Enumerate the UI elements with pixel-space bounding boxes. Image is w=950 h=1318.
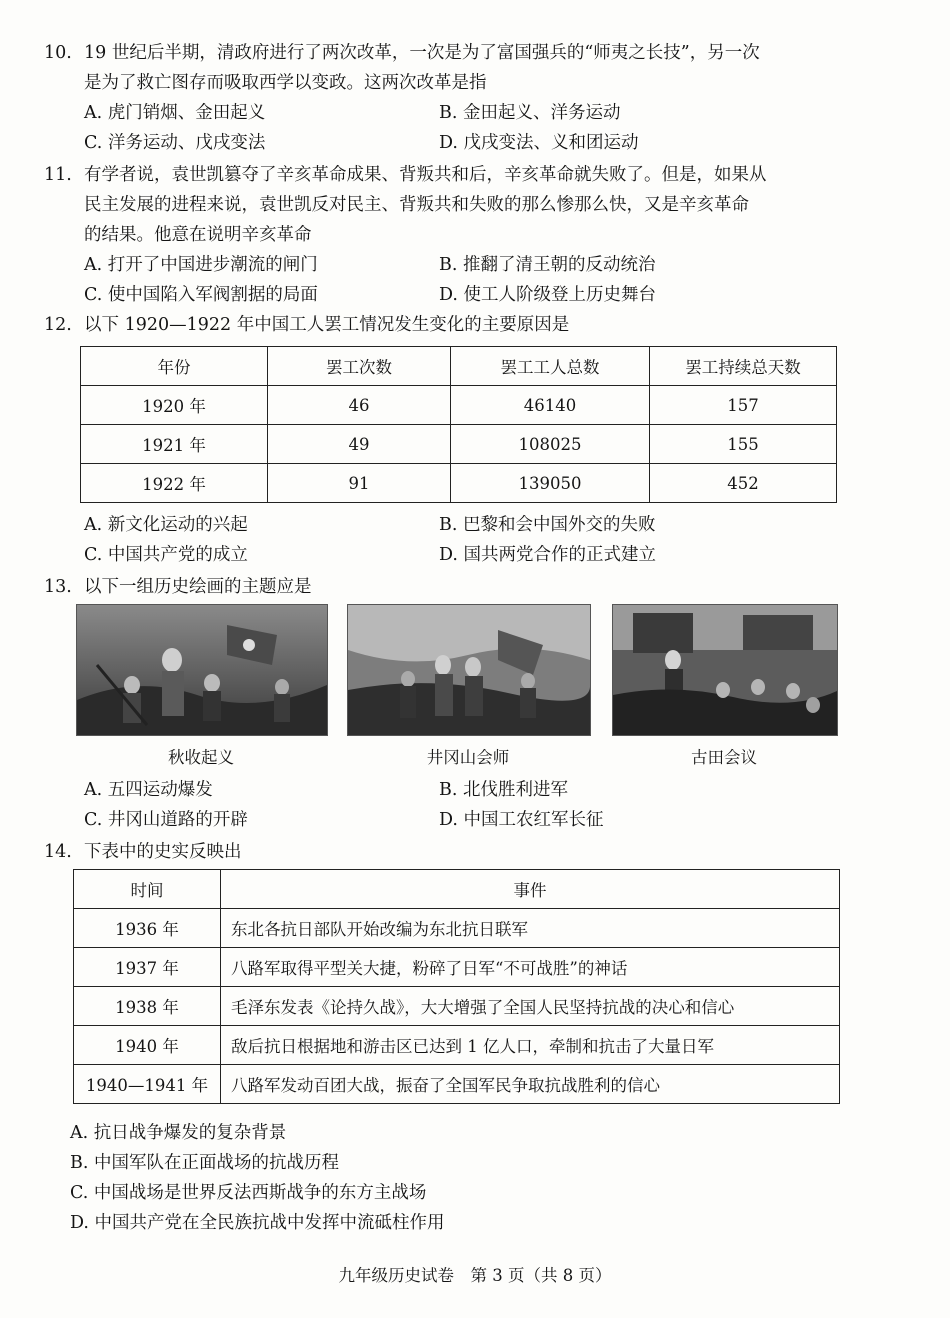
- table-cell: 1937 年: [74, 948, 221, 987]
- table-cell: 157: [650, 386, 837, 425]
- options: [70, 1118, 870, 1238]
- option-d[interactable]: D. 戊戌变法、义和团运动: [439, 133, 639, 153]
- table-cell: 155: [650, 425, 837, 464]
- table-cell: 46: [268, 386, 451, 425]
- option-a[interactable]: A. 抗日战争爆发的复杂背景: [70, 1123, 287, 1143]
- option-d[interactable]: D. 国共两党合作的正式建立: [439, 545, 657, 565]
- table-row: [74, 1065, 840, 1104]
- question-stem: 下表中的史实反映出: [84, 842, 242, 862]
- option-c[interactable]: C. 洋务运动、戊戌变法: [84, 133, 266, 153]
- table-cell: 46140: [451, 386, 650, 425]
- painting-image: [77, 605, 327, 735]
- table-header-row: [74, 870, 840, 909]
- option-d[interactable]: D. 使工人阶级登上历史舞台: [439, 285, 657, 305]
- question-13: [44, 572, 844, 602]
- option-b[interactable]: B. 金田起义、洋务运动: [439, 103, 621, 123]
- table-row: [81, 386, 837, 425]
- painting-jinggangshan-meeting: [347, 604, 591, 736]
- option-a[interactable]: A. 虎门销烟、金田起义: [84, 103, 266, 123]
- option-c[interactable]: C. 中国共产党的成立: [84, 545, 248, 565]
- table-cell: 毛泽东发表《论持久战》，大大增强了全国人民坚持抗战的决心和信心: [221, 987, 840, 1026]
- table-row: [74, 987, 840, 1026]
- option-a[interactable]: A. 五四运动爆发: [84, 780, 213, 800]
- option-d[interactable]: D. 中国工农红军长征: [439, 810, 604, 830]
- painting-caption: 古田会议: [691, 748, 757, 767]
- table-header: 罢工工人总数: [451, 347, 650, 386]
- table-header: 罢工持续总天数: [650, 347, 837, 386]
- table-row: [74, 1026, 840, 1065]
- table-cell: 1940—1941 年: [74, 1065, 221, 1104]
- question-13-options: [44, 775, 844, 835]
- table-cell: 1920 年: [81, 386, 268, 425]
- table-cell: 91: [268, 464, 451, 503]
- question-number: 14.: [44, 842, 72, 862]
- table-header: 时间: [74, 870, 221, 909]
- table-cell: 1936 年: [74, 909, 221, 948]
- table-cell: 八路军发动百团大战，振奋了全国军民争取抗战胜利的信心: [221, 1065, 840, 1104]
- events-table: [73, 869, 840, 1104]
- option-c[interactable]: C. 中国战场是世界反法西斯战争的东方主战场: [70, 1183, 427, 1203]
- painting-gutian-conference: [612, 604, 838, 736]
- question-stem-line: 有学者说，袁世凯篡夺了辛亥革命成果、背叛共和后，辛亥革命就失败了。但是，如果从: [84, 165, 767, 185]
- question-number: 10.: [44, 43, 72, 63]
- strike-table: [80, 346, 837, 503]
- painting-autumn-harvest-uprising: [76, 604, 328, 736]
- table-cell: 108025: [451, 425, 650, 464]
- question-12-options: [44, 510, 844, 570]
- option-b[interactable]: B. 推翻了清王朝的反动统治: [439, 255, 656, 275]
- question-stem-line: 19 世纪后半期，清政府进行了两次改革，一次是为了富国强兵的“师夷之长技”，另一次: [84, 43, 760, 63]
- table-header: 年份: [81, 347, 268, 386]
- option-a[interactable]: A. 打开了中国进步潮流的闸门: [84, 255, 318, 275]
- option-b[interactable]: B. 中国军队在正面战场的抗战历程: [70, 1153, 339, 1173]
- table-cell: 1922 年: [81, 464, 268, 503]
- option-d[interactable]: D. 中国共产党在全民族抗战中发挥中流砥柱作用: [70, 1213, 445, 1233]
- option-c[interactable]: C. 使中国陷入军阀割据的局面: [84, 285, 318, 305]
- table-cell: 八路军取得平型关大捷，粉碎了日军“不可战胜”的神话: [221, 948, 840, 987]
- question-number: 13.: [44, 577, 72, 597]
- question-stem-line: 民主发展的进程来说，袁世凯反对民主、背叛共和失败的那么惨那么快，又是辛亥革命: [84, 195, 749, 215]
- question-11: [44, 160, 844, 310]
- table-header: 事件: [221, 870, 840, 909]
- table-cell: 1921 年: [81, 425, 268, 464]
- painting-image: [348, 605, 590, 735]
- question-stem-line: 的结果。他意在说明辛亥革命: [84, 225, 312, 245]
- table-row: [81, 425, 837, 464]
- option-a[interactable]: A. 新文化运动的兴起: [84, 515, 248, 535]
- page-footer: 九年级历史试卷 第 3 页（共 8 页）: [338, 1266, 612, 1285]
- table-cell: 东北各抗日部队开始改编为东北抗日联军: [221, 909, 840, 948]
- question-12: [44, 310, 844, 340]
- question-stem-line: 是为了救亡图存而吸取西学以变政。这两次改革是指: [84, 73, 487, 93]
- question-14-options: [70, 1118, 870, 1238]
- table-cell: 1938 年: [74, 987, 221, 1026]
- table-header: 罢工次数: [268, 347, 451, 386]
- table-cell: 49: [268, 425, 451, 464]
- table-cell: 敌后抗日根据地和游击区已达到 1 亿人口，牵制和抗击了大量日军: [221, 1026, 840, 1065]
- options: [44, 775, 844, 835]
- table-cell: 139050: [451, 464, 650, 503]
- table-cell: 1940 年: [74, 1026, 221, 1065]
- table-row: [74, 948, 840, 987]
- option-b[interactable]: B. 巴黎和会中国外交的失败: [439, 515, 656, 535]
- option-c[interactable]: C. 井冈山道路的开辟: [84, 810, 248, 830]
- table-row: [81, 464, 837, 503]
- question-stem: 以下一组历史绘画的主题应是: [84, 577, 312, 597]
- painting-image: [613, 605, 837, 735]
- question-number: 12.: [44, 315, 72, 335]
- painting-caption: 秋收起义: [168, 748, 234, 767]
- painting-caption: 井冈山会师: [426, 748, 510, 767]
- options: [44, 250, 844, 310]
- table-header-row: [81, 347, 837, 386]
- question-stem: 以下 1920—1922 年中国工人罢工情况发生变化的主要原因是: [84, 315, 570, 335]
- question-14: [44, 837, 844, 867]
- option-b[interactable]: B. 北伐胜利进军: [439, 780, 568, 800]
- table-cell: 452: [650, 464, 837, 503]
- options: [44, 510, 844, 570]
- question-number: 11.: [44, 165, 72, 185]
- question-10: [44, 38, 844, 158]
- options: [44, 98, 844, 158]
- table-row: [74, 909, 840, 948]
